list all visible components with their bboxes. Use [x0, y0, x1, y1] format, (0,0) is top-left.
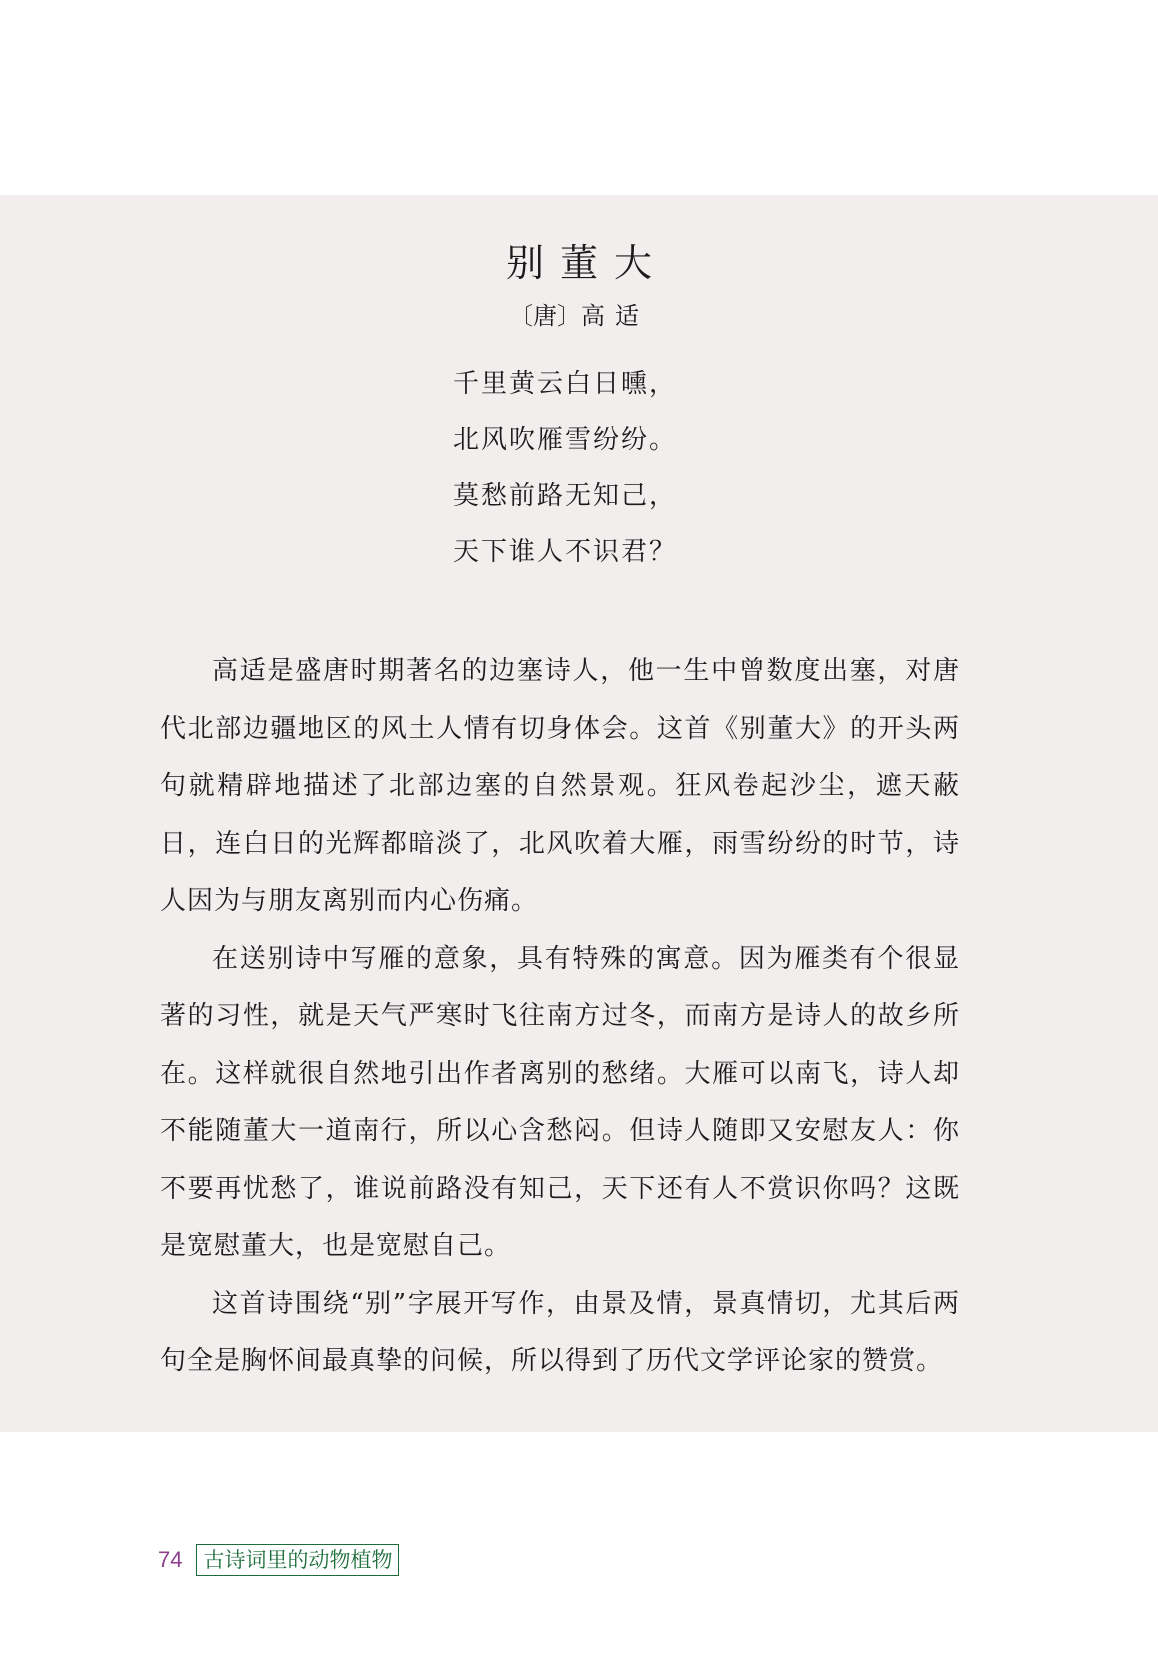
- poem-author: [0, 300, 1158, 332]
- poem-body: [453, 356, 773, 580]
- page-number: 74: [158, 1547, 183, 1572]
- book-title-box: 古诗词里的动物植物: [196, 1544, 399, 1576]
- poem-line: 千里黄云白日曛，: [453, 369, 678, 399]
- poem-line: 北风吹雁雪纷纷。: [453, 425, 678, 455]
- poem-line: 天下谁人不识君？: [453, 537, 678, 567]
- poem-author-name: 高适: [581, 302, 649, 330]
- commentary-paragraph: 这首诗围绕“别”字展开写作，由景及情，景真情切，尤其后两句全是胸怀间最真挚的问候，所以得到了历代文学评论家的赞赏。: [160, 1288, 960, 1376]
- poem-line: 莫愁前路无知己，: [453, 481, 678, 511]
- commentary: [160, 643, 960, 1391]
- poem-title: 别董大: [505, 241, 668, 285]
- commentary-paragraph: 高适是盛唐时期著名的边塞诗人，他一生中曾数度出塞，对唐代北部边疆地区的风土人情有切身体会。这首《别董大》的开头两句就精辟地描述了北部边塞的自然景观。狂风卷起沙尘，遮天蔽日，连白日的光辉都暗淡了，北风吹着大雁，雨雪纷纷的时节，诗人因为与朋友离别而内心伤痛。: [160, 656, 960, 916]
- poem-dynasty: 〔唐〕: [509, 302, 581, 330]
- commentary-paragraph: 在送别诗中写雁的意象，具有特殊的寓意。因为雁类有个很显著的习性，就是天气严寒时飞往南方过冬，而南方是诗人的故乡所在。这样就很自然地引出作者离别的愁绪。大雁可以南飞，诗人却不能随董大一道南行，所以心含愁闷。但诗人随即又安慰友人：你不要再忧愁了，谁说前路没有知己，天下还有人不赏识你吗？这既是宽慰董大，也是宽慰自己。: [160, 943, 960, 1261]
- page-footer: [158, 1542, 399, 1578]
